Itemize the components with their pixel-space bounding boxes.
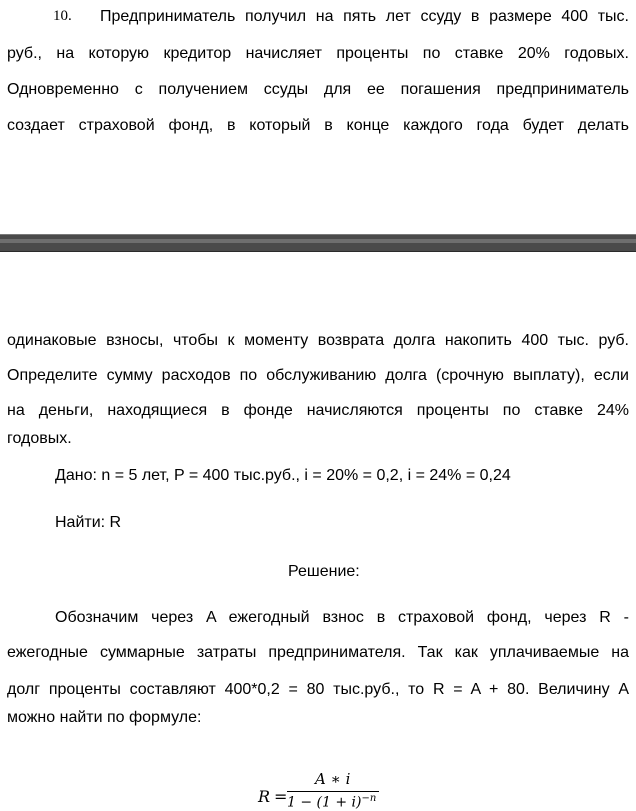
solution-line-4: можно найти по формуле: — [7, 709, 202, 726]
formula-exponent: −n — [361, 793, 377, 804]
problem-line-1: Предприниматель получил на пять лет ссуду в размере 400 тыс. — [100, 8, 629, 25]
formula-denominator — [287, 793, 376, 811]
page-separator — [0, 234, 636, 252]
formula-lhs: R — [258, 787, 271, 806]
solution-heading: Решение: — [288, 563, 360, 580]
solution-line-2: ежегодные суммарные затраты предпринимателя. Так как уплачиваемые на — [7, 644, 629, 661]
annuity-formula — [255, 770, 395, 811]
formula-equals: = — [274, 787, 288, 806]
problem-line-6: Определите сумму расходов по обслуживанию долга (срочную выплату), если — [7, 367, 629, 384]
find-line: Найти: R — [55, 514, 122, 531]
given-line: Дано: n = 5 лет, P = 400 тыс.руб., i = 20% = 0,2, i = 24% = 0,24 — [55, 467, 511, 484]
problem-line-5: одинаковые взносы, чтобы к моменту возврата долга накопить 400 тыс. руб. — [7, 332, 629, 349]
problem-line-7: на деньги, находящиеся в фонде начисляются проценты по ставке 24% — [7, 402, 629, 419]
problem-number: 10. — [53, 8, 72, 24]
solution-line-3: долг проценты составляют 400*0,2 = 80 тыс.руб., то R = A + 80. Величину A — [7, 681, 629, 698]
formula-denominator-base: 1 − (1 + i) — [287, 794, 362, 811]
problem-line-4: создает страховой фонд, в который в конце каждого года будет делать — [7, 117, 629, 134]
problem-line-8: годовых. — [7, 430, 72, 447]
problem-line-3: Одновременно с получением ссуды для ее погашения предприниматель — [7, 81, 629, 98]
formula-numerator: A ∗ i — [315, 770, 351, 788]
solution-line-1: Обозначим через A ежегодный взнос в страховой фонд, через R - — [55, 609, 629, 626]
formula-fraction-bar — [287, 791, 379, 792]
problem-line-2: руб., на которую кредитор начисляет проценты по ставке 20% годовых. — [7, 45, 629, 62]
